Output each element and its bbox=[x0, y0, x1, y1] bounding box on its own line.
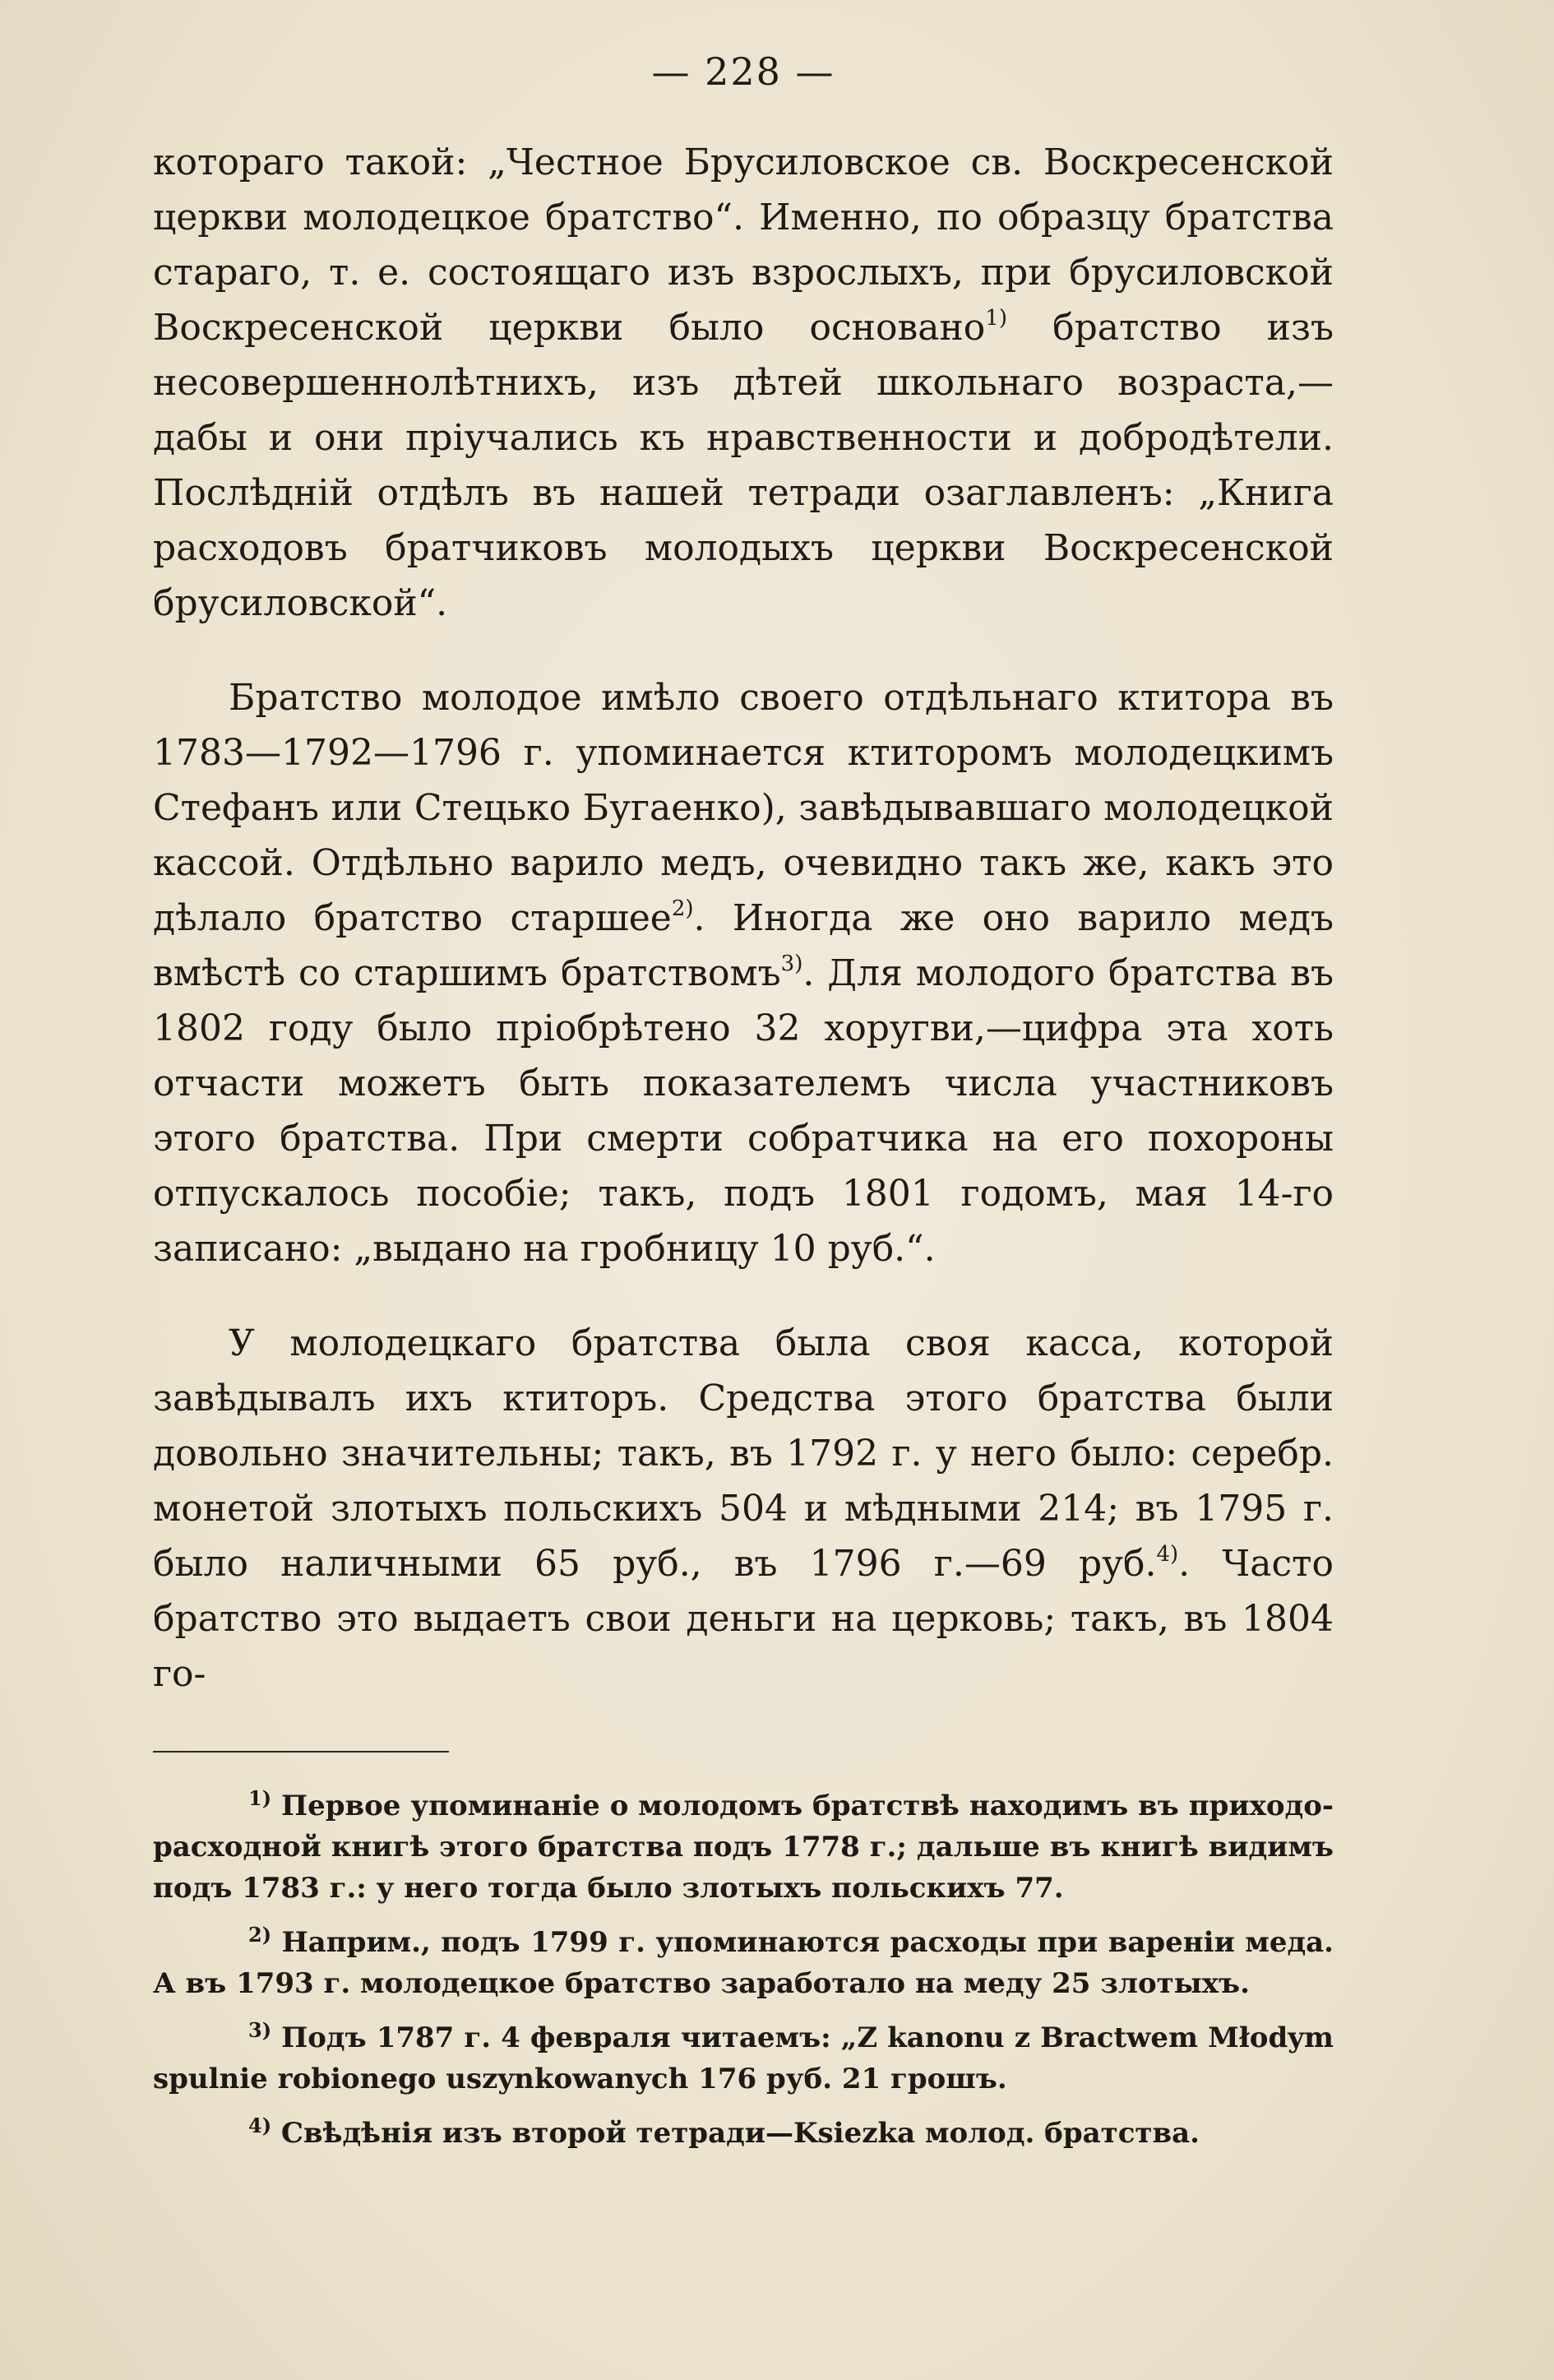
footnote-ref-2: 2) bbox=[671, 896, 694, 921]
footnote-3 bbox=[153, 2017, 1334, 2100]
footnote-ref-1: 1) bbox=[985, 306, 1007, 331]
footnote-ref-3: 3) bbox=[780, 952, 803, 976]
paragraph-3-part-2: . Часто братство это выдаетъ свои деньги на церковь; такъ, въ 1804 го- bbox=[153, 1543, 1334, 1695]
paragraph-2 bbox=[153, 670, 1334, 1276]
footnote-1 bbox=[153, 1785, 1334, 1909]
paragraph-3 bbox=[153, 1316, 1334, 1702]
footnote-divider bbox=[153, 1751, 449, 1753]
footnote-3-text: Подъ 1787 г. 4 февраля читаемъ: „Z kanonu z Bractwem Młodym spulnie robionego uszynkowanych 176 руб. 21 грошъ. bbox=[153, 2021, 1334, 2095]
paragraph-1-text: котораго такой: „Честное Брусиловское св. Воскресенской церкви молодецкое братство“. Именно, по образцу братства стараго, т. е. состоящаго изъ взрослыхъ, при брусиловской Воскресенской церкви было основано bbox=[153, 141, 1334, 349]
paragraph-3-part-1: У молодецкаго братства была своя касса, которой завѣдывалъ ихъ ктиторъ. Средства этого братства были довольно значительны; такъ, въ 1792 г. у него было: серебр. монетой злотыхъ польскихъ 504 и мѣдными 214; въ 1795 г. было наличными 65 руб., въ 1796 г.—69 руб. bbox=[153, 1322, 1334, 1585]
paragraph-1-rest: братство изъ несовершеннолѣтнихъ, изъ дѣтей школьнаго возраста,—дабы и они пріучались къ нравственности и добродѣтели. Послѣдній отдѣлъ въ нашей тетради озаглавленъ: „Книга расходовъ братчиковъ молодыхъ церкви Воскресенской брусиловской“. bbox=[153, 307, 1334, 624]
paragraph-2-part-3: . Для молодого братства въ 1802 году было пріобрѣтено 32 хоругви,—цифра эта хоть отчасти можетъ быть показателемъ числа участниковъ этого братства. При смерти собратчика на его похороны отпускалось пособіе; такъ, подъ 1801 годомъ, мая 14-го записано: „выдано на гробницу 10 руб.“. bbox=[153, 952, 1334, 1270]
page-number: — 228 — bbox=[651, 49, 835, 94]
footnote-4-text: Свѣдѣнія изъ второй тетради—Ksiezka молод. братства. bbox=[280, 2117, 1200, 2150]
footnote-ref-4: 4) bbox=[1156, 1542, 1179, 1567]
footnote-4 bbox=[153, 2113, 1334, 2154]
footnote-1-mark: 1) bbox=[248, 1786, 272, 1810]
paragraph-2-part-2: . Иногда же оно варило медъ вмѣстѣ со старшимъ братствомъ bbox=[153, 897, 1334, 994]
footnote-3-mark: 3) bbox=[248, 2018, 272, 2042]
footnote-2-mark: 2) bbox=[248, 1923, 272, 1947]
footnote-2-text: Наприм., подъ 1799 г. упоминаются расходы при вареніи меда. А въ 1793 г. молодецкое братство заработало на меду 25 злотыхъ. bbox=[153, 1926, 1334, 2000]
paragraph-2-part-1: Братство молодое имѣло своего отдѣльнаго ктитора въ 1783—1792—1796 г. упоминается ктиторомъ молодецкимъ Стефанъ или Стецько Бугаенко), завѣдывавшаго молодецкой кассой. Отдѣльно варило медъ, очевидно такъ же, какъ это дѣлало братство старшее bbox=[153, 677, 1334, 939]
page-content bbox=[153, 49, 1334, 2167]
paragraph-1 bbox=[153, 135, 1334, 631]
footnote-2 bbox=[153, 1922, 1334, 2004]
footnote-4-mark: 4) bbox=[248, 2114, 272, 2137]
footnote-1-text: Первое упоминаніе о молодомъ братствѣ находимъ въ приходо-расходной книгѣ этого братства подъ 1778 г.; дальше въ книгѣ видимъ подъ 1783 г.: у него тогда было злотыхъ польскихъ 77. bbox=[153, 1790, 1334, 1905]
